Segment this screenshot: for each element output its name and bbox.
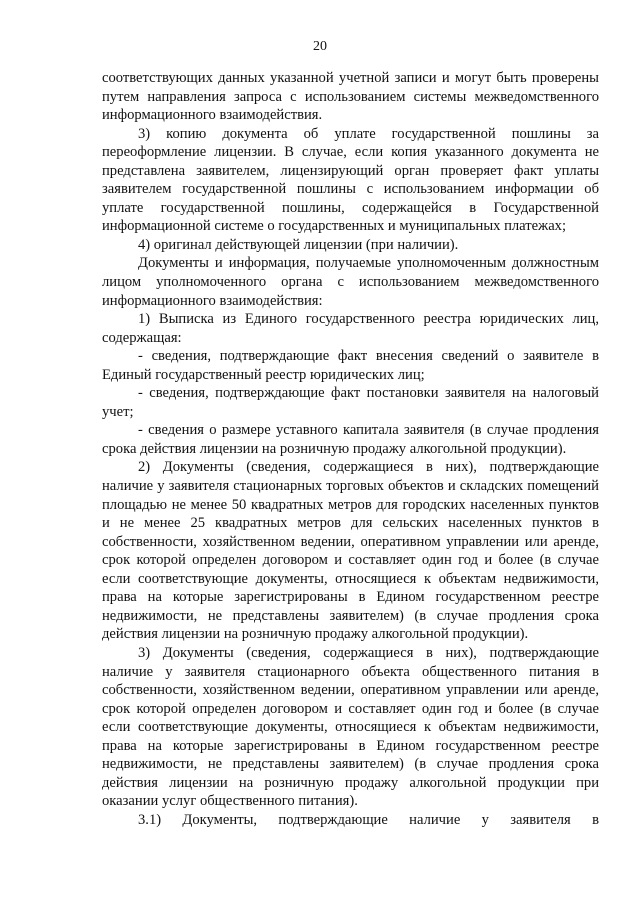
paragraph-original-license: 4) оригинал действующей лицензии (при наличии). [138, 236, 459, 253]
paragraph-3-1-start: 3.1) Документы, подтверждающие наличие у заявителя в [138, 811, 599, 828]
paragraph-retail-premises: 2) Документы (сведения, содержащиеся в них), подтверждающие наличие у заявителя стационарных торговых объектов и складских помещений площадью не менее 50 квадратных метров для городских населенных пунктов и не менее 25 квадратных метров для сельских населенных пунктов в собственности, хозяйственном ведении, оперативном управлении или аренде, срок которой определен договором и составляет один год и более (в случае если соответствующие документы, относящиеся к объектам недвижимости, права на которые зарегистрированы в Едином государственном реестре недвижимости, не представлены заявителем) (в случае продления срока действия лицензии на розничную продажу алкогольной продукции). [102, 459, 599, 643]
paragraph-state-fee-copy: 3) копию документа об уплате государственной пошлины за переоформление лицензии. В случае, если копия указанного документа не представлена заявителем, лицензирующий орган проверяет факт уплаты заявителем государственной пошлины с использованием информации об уплате государственной пошлины, содержащейся в Государственной информационной системе о государственных и муниципальных платежах; [102, 125, 599, 235]
paragraph-egrul-extract: 1) Выписка из Единого государственного реестра юридических лиц, содержащая: [102, 311, 599, 346]
page-number: 20 [313, 39, 327, 54]
list-item-charter-capital: - сведения о размере уставного капитала заявителя (в случае продления срока действия лицензии на розничную продажу алкогольной продукции). [102, 422, 599, 457]
paragraph-catering-premises: 3) Документы (сведения, содержащиеся в них), подтверждающие наличие у заявителя стационарного объекта общественного питания в собственности, хозяйственном ведении, оперативном управлении или аренде, срок которой определен договором и составляет один год и более (в случае если соответствующие документы, относящиеся к объектам недвижимости, права на которые зарегистрированы в Едином государственном реестре недвижимости, не представлены заявителем) (в случае продления срока действия лицензии на розничную продажу алкогольной продукции при оказании услуг общественного питания). [102, 644, 599, 810]
list-item-tax-registration: - сведения, подтверждающие факт постановки заявителя на налоговый учет; [102, 385, 599, 420]
paragraph-continuation: соответствующих данных указанной учетной записи и могут быть проверены путем направления запроса с использованием системы межведомственного информационного взаимодействия. [102, 70, 599, 124]
list-item-egrul-entry: - сведения, подтверждающие факт внесения сведений о заявителе в Единый государственный реестр юридических лиц; [102, 348, 599, 383]
document-body [102, 69, 599, 829]
paragraph-interagency-docs-heading: Документы и информация, получаемые уполномоченным должностным лицом уполномоченного органа с использованием межведомственного информационного взаимодействия: [102, 255, 599, 309]
